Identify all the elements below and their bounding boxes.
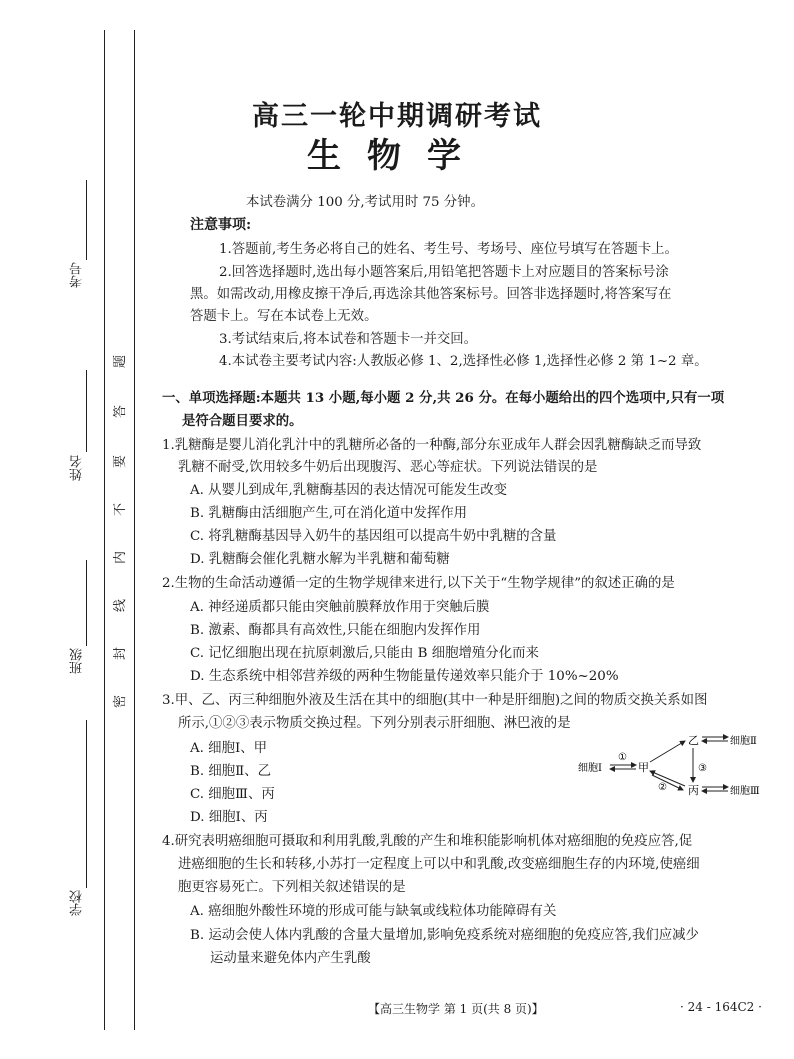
section-heading-cont: 是符合题目要求的。: [182, 413, 303, 429]
q2-option-b: B. 激素、酶都具有高效性,只能在细胞内发挥作用: [190, 623, 481, 638]
notice-heading: 注意事项:: [190, 217, 252, 233]
q4-option-b: B. 运动会使人体内乳酸的含量大量增加,影响免疫系统对癌细胞的免疫应答,我们应减少: [190, 928, 699, 943]
q4-stem-cont: 进癌细胞的生长和转移,小苏打一定程度上可以中和乳酸,改变癌细胞生存的内环境,使癌细: [178, 857, 700, 872]
notice-line: 2.回答选择题时,选出每小题答案后,用铅笔把答题卡上对应题目的答案标号涂: [219, 265, 669, 280]
name-label: 姓名: [70, 455, 85, 481]
exam-code: · 24 - 164C2 ·: [680, 1000, 762, 1014]
diagram-cell2: 细胞Ⅱ: [730, 736, 757, 747]
binding-line-inner: [134, 30, 135, 1030]
arrow-jia-to-bing: [652, 775, 683, 790]
arrow-jia-to-yi: [650, 741, 685, 762]
q2-option-d: D. 生态系统中相邻营养级的两种生物能量传递效率只能介于 10%~20%: [190, 669, 619, 684]
arrow-bing-to-jia: [650, 771, 685, 786]
q1-option-a: A. 从婴儿到成年,乳糖酶基因的表达情况可能发生改变: [190, 483, 508, 498]
q2-stem: 2.生物的生命活动遵循一定的生物学规律来进行,以下关于“生物学规律”的叙述正确的是: [162, 576, 675, 591]
q4-stem-cont2: 胞更容易死亡。下列相关叙述错误的是: [178, 880, 406, 895]
q3-option-b: B. 细胞Ⅱ、乙: [190, 764, 272, 779]
diagram-jia: 甲: [638, 761, 649, 774]
q4-option-b-cont: 运动量来避免体内产生乳酸: [210, 951, 371, 966]
class-label: 班级: [70, 648, 85, 674]
notice-line: 4.本试卷主要考试内容:人教版必修 1、2,选择性必修 1,选择性必修 2 第 1~2 章。: [219, 354, 708, 369]
exam-title: 高三一轮中期调研考试: [252, 101, 542, 132]
notice-line: 黑。如需改动,用橡皮擦干净后,再选涂其他答案标号。回答非选择题时,将答案写在: [190, 287, 672, 302]
diagram-bing: 丙: [688, 784, 699, 797]
q2-option-a: A. 神经递质都只能由突触前膜释放作用于突触后膜: [190, 600, 490, 615]
binding-line-outer: [104, 30, 105, 1030]
seal-char-1: 题: [113, 354, 129, 369]
q1-stem-cont: 乳糖不耐受,饮用较多牛奶后出现腹泻、恶心等症状。下列说法错误的是: [178, 460, 598, 475]
q3-option-c: C. 细胞Ⅲ、丙: [190, 787, 275, 802]
diagram-cell1: 细胞Ⅰ: [578, 763, 602, 774]
seal-char-3: 要: [113, 454, 129, 469]
exam-no-label: 考号: [70, 262, 85, 288]
notice-line: 1.答题前,考生务必将自己的姓名、考生号、考场号、座位号填写在答题卡上。: [219, 242, 678, 257]
section-heading: 一、单项选择题:本题共 13 小题,每小题 2 分,共 26 分。在每小题给出的四个选项中,只有一项: [162, 390, 725, 406]
name-underline: [86, 370, 87, 452]
q4-stem: 4.研究表明癌细胞可摄取和利用乳酸,乳酸的产生和堆积能影响机体对癌细胞的免疫应答,促: [162, 834, 693, 849]
page-footer: 【高三生物学 第 1 页(共 8 页)】: [368, 1002, 544, 1016]
q1-option-b: B. 乳糖酶由活细胞产生,可在消化道中发挥作用: [190, 506, 468, 521]
seal-char-8: 密: [113, 694, 129, 709]
diagram-mark-1: ①: [618, 752, 627, 763]
seal-char-5: 内: [113, 550, 129, 565]
notice-line: 3.考试结束后,将本试卷和答题卡一并交回。: [219, 332, 478, 347]
exam-info: 本试卷满分 100 分,考试用时 75 分钟。: [246, 195, 484, 210]
diagram-mark-3: ③: [698, 763, 707, 774]
q3-stem-cont: 所示,①②③表示物质交换过程。下列分别表示肝细胞、淋巴液的是: [178, 716, 571, 731]
notice-line: 答题卡上。写在本试卷上无效。: [190, 309, 378, 324]
q3-option-d: D. 细胞Ⅰ、丙: [190, 810, 268, 825]
q1-option-d: D. 乳糖酶会催化乳糖水解为半乳糖和葡萄糖: [190, 552, 450, 567]
q4-option-a: A. 癌细胞外酸性环境的形成可能与缺氧或线粒体功能障碍有关: [190, 904, 557, 919]
seal-char-7: 封: [113, 646, 129, 661]
seal-char-6: 线: [113, 598, 129, 613]
diagram-mark-2: ②: [658, 782, 667, 793]
q2-option-c: C. 记忆细胞出现在抗原刺激后,只能由 B 细胞增殖分化而来: [190, 646, 539, 661]
q3-option-a: A. 细胞Ⅰ、甲: [190, 741, 268, 756]
q1-option-c: C. 将乳糖酶基因导入奶牛的基因组可以提高牛奶中乳糖的含量: [190, 529, 557, 544]
seal-char-4: 不: [113, 502, 129, 517]
subject-title: 生物学: [307, 136, 487, 176]
seal-char-2: 答: [113, 404, 129, 419]
exam-no-underline: [86, 180, 87, 260]
exchange-diagram: [570, 728, 770, 800]
q1-stem: 1.乳糖酶是婴儿消化乳汁中的乳糖所必备的一种酶,部分东亚成年人群会因乳糖酶缺乏而导致: [162, 438, 702, 453]
q3-stem: 3.甲、乙、丙三种细胞外液及生活在其中的细胞(其中一种是肝细胞)之间的物质交换关系如图: [162, 693, 708, 708]
school-label: 学校: [70, 890, 85, 916]
school-underline: [86, 720, 87, 888]
class-underline: [86, 560, 87, 646]
diagram-yi: 乙: [688, 734, 699, 747]
diagram-cell3: 细胞Ⅲ: [730, 786, 760, 797]
